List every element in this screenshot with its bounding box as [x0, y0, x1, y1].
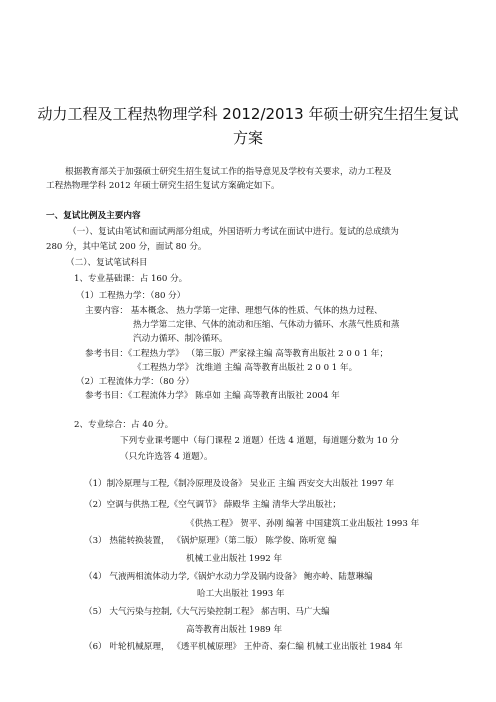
section1-para2: （二）、复试笔试科目 [66, 258, 148, 268]
course-4a: （4） 气液两相流体动力学,《锅炉水动力学及锅内设备》 鲍亦岭、陆慧琳编 [84, 572, 373, 582]
document-title-line1: 动力工程及工程热物理学科 2012/2013 年硕士研究生招生复试 [37, 105, 459, 123]
item1-2-ref: 参考书目：《工程流体力学》 陈卓如 主编 高等教育出版社 2004 年 [85, 391, 340, 401]
course-3b: 机械工业出版社 1992 年 [186, 554, 283, 564]
course-2a: （2）空调与供热工程,《空气调节》 薛殿华 主编 清华大学出版社； [84, 500, 342, 510]
course-3a: （3） 热能转换装置， 《锅炉原理》（第二版） 陈学俊、陈听宽 编 [84, 536, 337, 546]
item1-1-title: （1）工程热力学：（80 分） [76, 291, 186, 301]
item2: 2、专业综合：占 40 分。 [74, 420, 174, 430]
course-2b: 《供热工程》 贺平、孙刚 编著 中国建筑工业出版社 1993 年 [186, 519, 420, 529]
course-6: （6） 叶轮机械原理， 《透平机械原理》 王仲奇、秦仁编 机械工业出版社 1984 年 [84, 642, 403, 652]
section1-heading: 一、复试比例及主要内容 [46, 211, 141, 221]
item2-desc-line2: （只允许选答 4 道题）。 [120, 452, 213, 462]
intro-line2: 工程热物理学科 2012 年硕士研究生招生复试方案确定如下。 [46, 181, 280, 191]
course-1: （1）制冷原理与工程,《制冷原理及设备》 吴业正 主编 西安交大出版社 1997 年 [84, 479, 395, 489]
item1-1-content-line3: 汽动力循环、制冷循环。 [133, 334, 228, 344]
item1-1-content-line1: 主要内容： 基本概念、 热力学第一定律、理想气体的性质、气体的热力过程、 [85, 306, 383, 316]
item1: 1、专业基础课：占 160 分。 [74, 274, 188, 284]
item1-1-ref-line2: 《工程热力学》 沈维道 主编 高等教育出版社 2 0 0 1 年。 [133, 363, 358, 373]
section1-para1-line1: （一）、复试由笔试和面试两部分组成，外国语听力考试在面试中进行。复试的总成绩为 [68, 227, 399, 237]
intro-line1: 根据教育部关于加强硕士研究生招生复试工作的指导意见及学校有关要求，动力工程及 [65, 167, 392, 177]
course-5b: 高等教育出版社 1989 年 [186, 625, 283, 635]
section1-para1-line2: 280 分，其中笔试 200 分，面试 80 分。 [46, 242, 207, 252]
course-4b: 哈工大出版社 1993 年 [197, 589, 285, 599]
item1-1-content-line2: 热力学第二定律、气体的流动和压缩、气体动力循环、水蒸气性质和蒸 [133, 320, 400, 330]
item2-desc-line1: 下列专业课考题中（每门课程 2 道题）任选 4 道题，每道题分数为 10 分 [120, 436, 399, 446]
document-title-line2: 方案 [232, 129, 263, 147]
item1-2-title: （2）工程流体力学：（80 分） [76, 377, 194, 387]
item1-1-ref-line1: 参考书目：《工程热力学》 （第三版）严家禄主编 高等教育出版社 2 0 0 1 年； [85, 349, 389, 359]
course-5a: （5） 大气污染与控制,《大气污染控制工程》 郝吉明、马广大编 [84, 607, 330, 617]
